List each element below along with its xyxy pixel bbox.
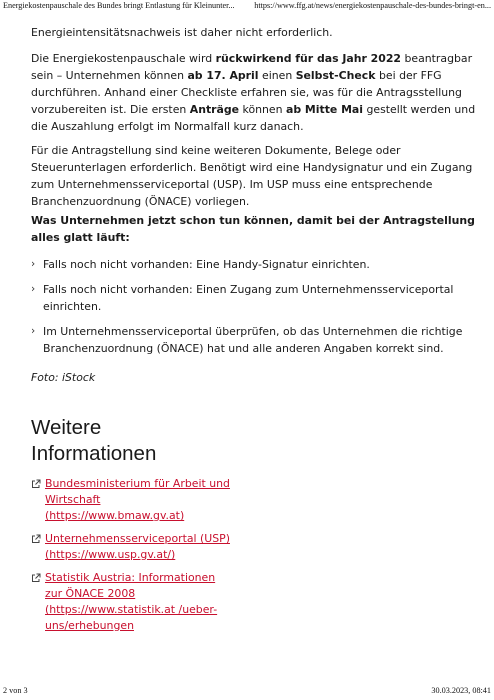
list-item: › Falls noch nicht vorhanden: Eine Handy-Signatur einrichten. xyxy=(31,258,370,271)
list-item xyxy=(31,476,231,524)
print-footer xyxy=(3,686,491,698)
bold-mai: ab Mitte Mai xyxy=(286,103,364,116)
paragraph-0: Energieintensitätsnachweis ist daher nicht erforderlich. xyxy=(31,26,333,39)
external-link-icon xyxy=(31,534,41,544)
paragraph-3-heading: Was Unternehmen jetzt schon tun können, damit bei der Antragstellung alles glatt läuft: xyxy=(31,214,475,244)
page-number: 2 von 3 xyxy=(3,686,28,695)
print-header-title: Energiekostenpauschale des Bundes bringt Entlastung für Kleinunter... xyxy=(3,1,235,10)
paragraph-1: Die Energiekostenpauschale wird rückwirkend für das Jahr 2022 beantragbar sein – Unternehmen können ab 17. April einen Selbst-Check bei der FFG durchführen. Anhand einer Checkliste erfahren sie, was für die Antragsstellung vorzubereiten ist. Die ersten Anträge können ab Mitte Mai gestellt werden und die Auszahlung erfolgt im Normalfall kurz danach. xyxy=(31,52,476,133)
list-item: › Falls noch nicht vorhanden: Einen Zugang zum Unternehmensserviceportal einrichten. xyxy=(31,283,454,313)
print-header-url: https://www.ffg.at/news/energiekostenpauschale-des-bundes-bringt-en... xyxy=(254,1,491,10)
bold-selfcheck: Selbst-Check xyxy=(295,69,376,82)
list-item xyxy=(31,570,231,634)
bold-year: rückwirkend für das Jahr 2022 xyxy=(215,52,401,65)
photo-credit: Foto: iStock xyxy=(31,371,96,384)
bold-antraege: Anträge xyxy=(189,103,240,116)
print-header xyxy=(3,1,491,13)
todo-list xyxy=(31,256,476,357)
chevron-right-icon: › xyxy=(31,283,36,295)
section-title: Weitere Informationen xyxy=(31,416,157,465)
paragraph-2: Für die Antragstellung sind keine weiteren Dokumente, Belege oder Steuerunterlagen erforderlich. Benötigt wird eine Handysignatur und ein Zugang zum Unternehmensserviceportal (USP). Im USP muss eine entsprechende Branchenzuordnung (ÖNACE) vorliegen. xyxy=(31,144,473,208)
link-bmaw[interactable]: Bundesministerium für Arbeit und Wirtschaft (https://www.bmaw.gv.at) xyxy=(45,477,230,522)
chevron-right-icon: › xyxy=(31,325,36,337)
link-statistik[interactable]: Statistik Austria: Informationen zur ÖNACE 2008 (https://www.statistik.at /ueber-uns/erhebungen xyxy=(45,571,218,632)
bold-date: ab 17. April xyxy=(187,69,259,82)
list-item: › Im Unternehmensserviceportal überprüfen, ob das Unternehmen die richtige Branchenzuordnung (ÖNACE) hat und alle anderen Angaben korrekt sind. xyxy=(31,325,463,355)
chevron-right-icon: › xyxy=(31,258,36,270)
list-item xyxy=(31,531,231,563)
link-usp[interactable]: Unternehmensserviceportal (USP) (https://www.usp.gv.at/) xyxy=(45,532,230,561)
more-info-links xyxy=(31,476,231,641)
external-link-icon xyxy=(31,479,41,489)
external-link-icon xyxy=(31,573,41,583)
print-timestamp: 30.03.2023, 08:41 xyxy=(431,686,491,695)
